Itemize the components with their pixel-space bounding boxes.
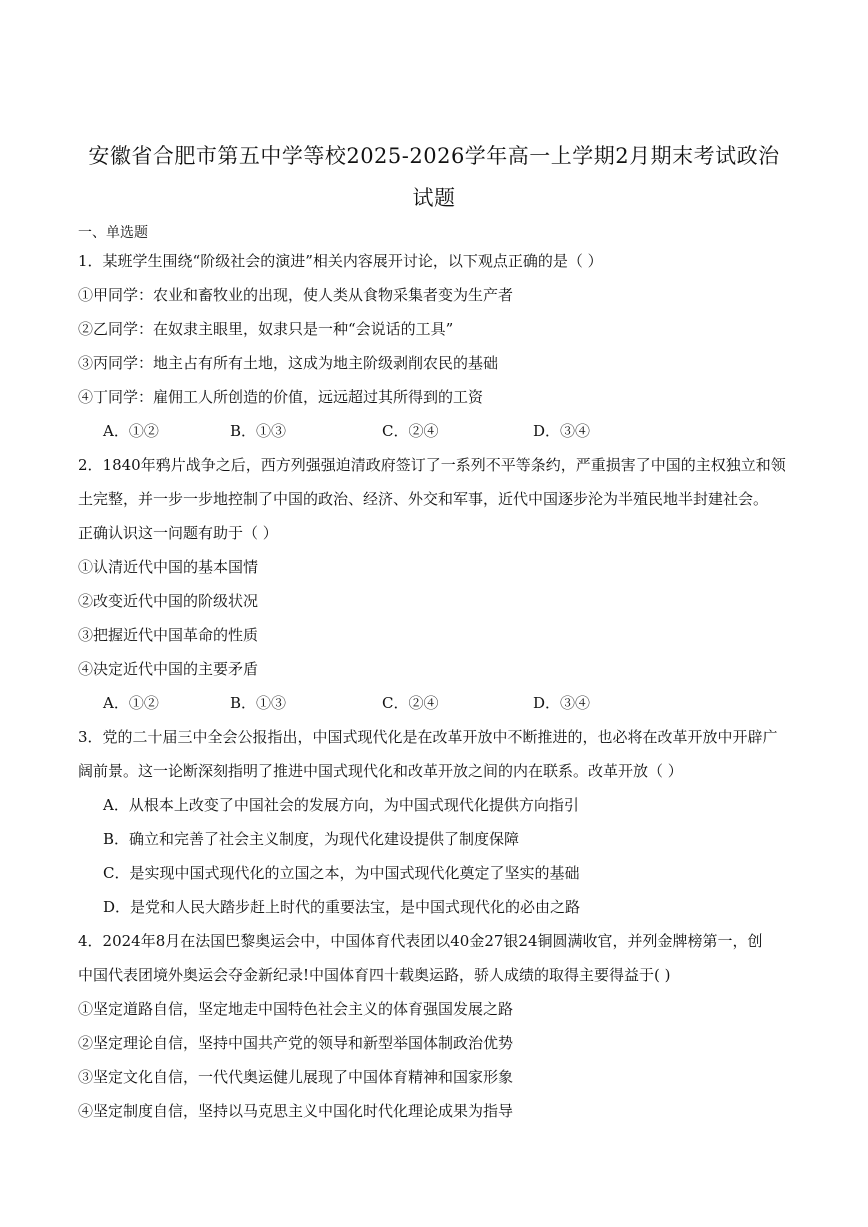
page-title-continued: 试题 [412, 186, 456, 210]
option-c: C．②④ [382, 422, 439, 440]
question-3-stem: 3．党的二十届三中全会公报指出，中国式现代化是在改革开放中不断推进的，也必将在改革开放中开辟广 [78, 728, 778, 746]
question-3-choice-d: D．是党和人民大踏步赶上时代的重要法宝，是中国式现代化的必由之路 [103, 898, 581, 916]
question-2-stem: 土完整，并一步一步地控制了中国的政治、经济、外交和军事，近代中国逐步沦为半殖民地半封建社会。 [78, 490, 769, 508]
page-title: 安徽省合肥市第五中学等校2025-2026学年高一上学期2月期末考试政治 [88, 144, 780, 168]
question-2-stem: 2．1840年鸦片战争之后，西方列强强迫清政府签订了一系列不平等条约，严重损害了中国的主权独立和领 [78, 456, 786, 474]
question-4-stem: 4．2024年8月在法国巴黎奥运会中，中国体育代表团以40金27银24铜圆满收官，并列金牌榜第一，创 [78, 932, 763, 950]
question-3-choice-a: A．从根本上改变了中国社会的发展方向，为中国式现代化提供方向指引 [103, 796, 579, 814]
question-1-item: ④丁同学：雇佣工人所创造的价值，远远超过其所得到的工资 [78, 388, 484, 406]
question-1-stem: 1．某班学生围绕“阶级社会的演进”相关内容展开讨论，以下观点正确的是（ ） [78, 252, 603, 270]
question-2-item: ②改变近代中国的阶级状况 [78, 592, 259, 610]
section-heading: 一、单选题 [78, 225, 148, 241]
question-4-item: ④坚定制度自信，坚持以马克思主义中国化时代化理论成果为指导 [78, 1102, 514, 1120]
question-3-choice-c: C．是实现中国式现代化的立国之本，为中国式现代化奠定了坚实的基础 [103, 864, 580, 882]
question-2-item: ③把握近代中国革命的性质 [78, 626, 259, 644]
question-1-item: ③丙同学：地主占有所有土地，这成为地主阶级剥削农民的基础 [78, 354, 499, 372]
option-c: C．②④ [382, 694, 439, 712]
question-2-item: ①认清近代中国的基本国情 [78, 558, 259, 576]
question-2-stem: 正确认识这一问题有助于（ ） [78, 524, 278, 542]
question-3-choice-b: B．确立和完善了社会主义制度，为现代化建设提供了制度保障 [103, 830, 520, 848]
option-b: B．①③ [230, 694, 287, 712]
option-a: A．①② [103, 422, 159, 440]
question-4-item: ②坚定理论自信，坚持中国共产党的领导和新型举国体制政治优势 [78, 1034, 514, 1052]
question-4-item: ①坚定道路自信，坚定地走中国特色社会主义的体育强国发展之路 [78, 1000, 514, 1018]
question-1-item: ②乙同学：在奴隶主眼里，奴隶只是一种“会说话的工具” [78, 320, 454, 338]
question-4-stem: 中国代表团境外奥运会夺金新纪录!中国体育四十载奥运路，骄人成绩的取得主要得益于( ) [78, 966, 671, 984]
option-d: D．③④ [533, 694, 591, 712]
option-d: D．③④ [533, 422, 591, 440]
question-1-item: ①甲同学：农业和畜牧业的出现，使人类从食物采集者变为生产者 [78, 286, 514, 304]
question-2-item: ④决定近代中国的主要矛盾 [78, 660, 259, 678]
option-a: A．①② [103, 694, 159, 712]
question-3-stem: 阔前景。这一论断深刻指明了推进中国式现代化和改革开放之间的内在联系。改革开放（ ） [78, 762, 683, 780]
option-b: B．①③ [230, 422, 287, 440]
question-4-item: ③坚定文化自信，一代代奥运健儿展现了中国体育精神和国家形象 [78, 1068, 514, 1086]
